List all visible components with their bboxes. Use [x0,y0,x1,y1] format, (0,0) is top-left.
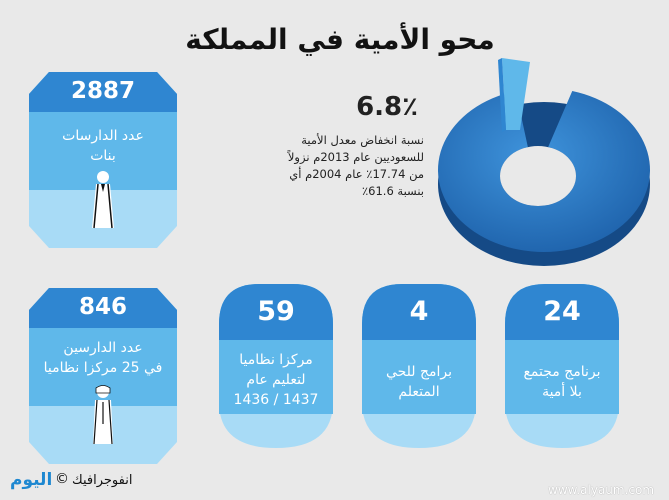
stat-percent: 6.8٪ [356,92,418,122]
pill-card-centers [219,284,333,448]
stat-desc-line: من 17.74٪ عام 2004م أي [289,167,424,181]
pill-label-line: مركزا نظاميا [239,352,313,368]
donut-chart [436,58,662,268]
hex-card-women [29,72,177,248]
hex-number: 846 [78,294,127,320]
hex-label-line: بنات [90,148,116,164]
hex-label [35,338,171,378]
pill-label [362,362,476,402]
hex-card-men [29,288,177,464]
watermark: www.alyaum.com [548,483,655,497]
pill-label [219,350,333,410]
pill-card-community [505,284,619,448]
hex-number: 2887 [70,78,135,104]
pill-number: 59 [257,296,295,327]
pill-number: 24 [543,296,581,327]
pill-label-line: بلا أمية [542,384,582,400]
hex-label-line: عدد الدارسات [62,128,144,144]
woman-figure-icon [92,170,114,230]
stat-desc-line: بنسبة 61.6٪ [361,184,424,198]
pill-label-line: برامج للحي [385,364,453,380]
footer-label: انفوجرافيك [72,473,133,488]
page-title: محو الأمية في المملكة [185,23,495,56]
stat-description [256,132,424,200]
donut-hole [500,146,576,206]
stat-desc-line: نسبة انخفاض معدل الأمية [301,133,424,147]
hex-label-line: في 25 مركزا نظاميا [43,360,163,376]
hex-label [35,126,171,166]
stat-desc-line: للسعوديين عام 2013م نزولاً [287,150,424,164]
man-figure-icon [92,384,114,446]
copyright-symbol: © [55,471,69,487]
brand-logo: اليوم [10,470,53,490]
hex-label-line: عدد الدارسين [63,340,143,356]
pill-label-line: برنامج مجتمع [523,364,601,380]
pill-label-line: لتعليم عام [246,372,306,388]
pill-label-line: المتعلم [398,384,440,400]
pill-label [505,362,619,402]
pill-label-line: 1437 / 1436 [233,392,319,408]
pill-card-programs [362,284,476,448]
pill-number: 4 [409,296,429,327]
